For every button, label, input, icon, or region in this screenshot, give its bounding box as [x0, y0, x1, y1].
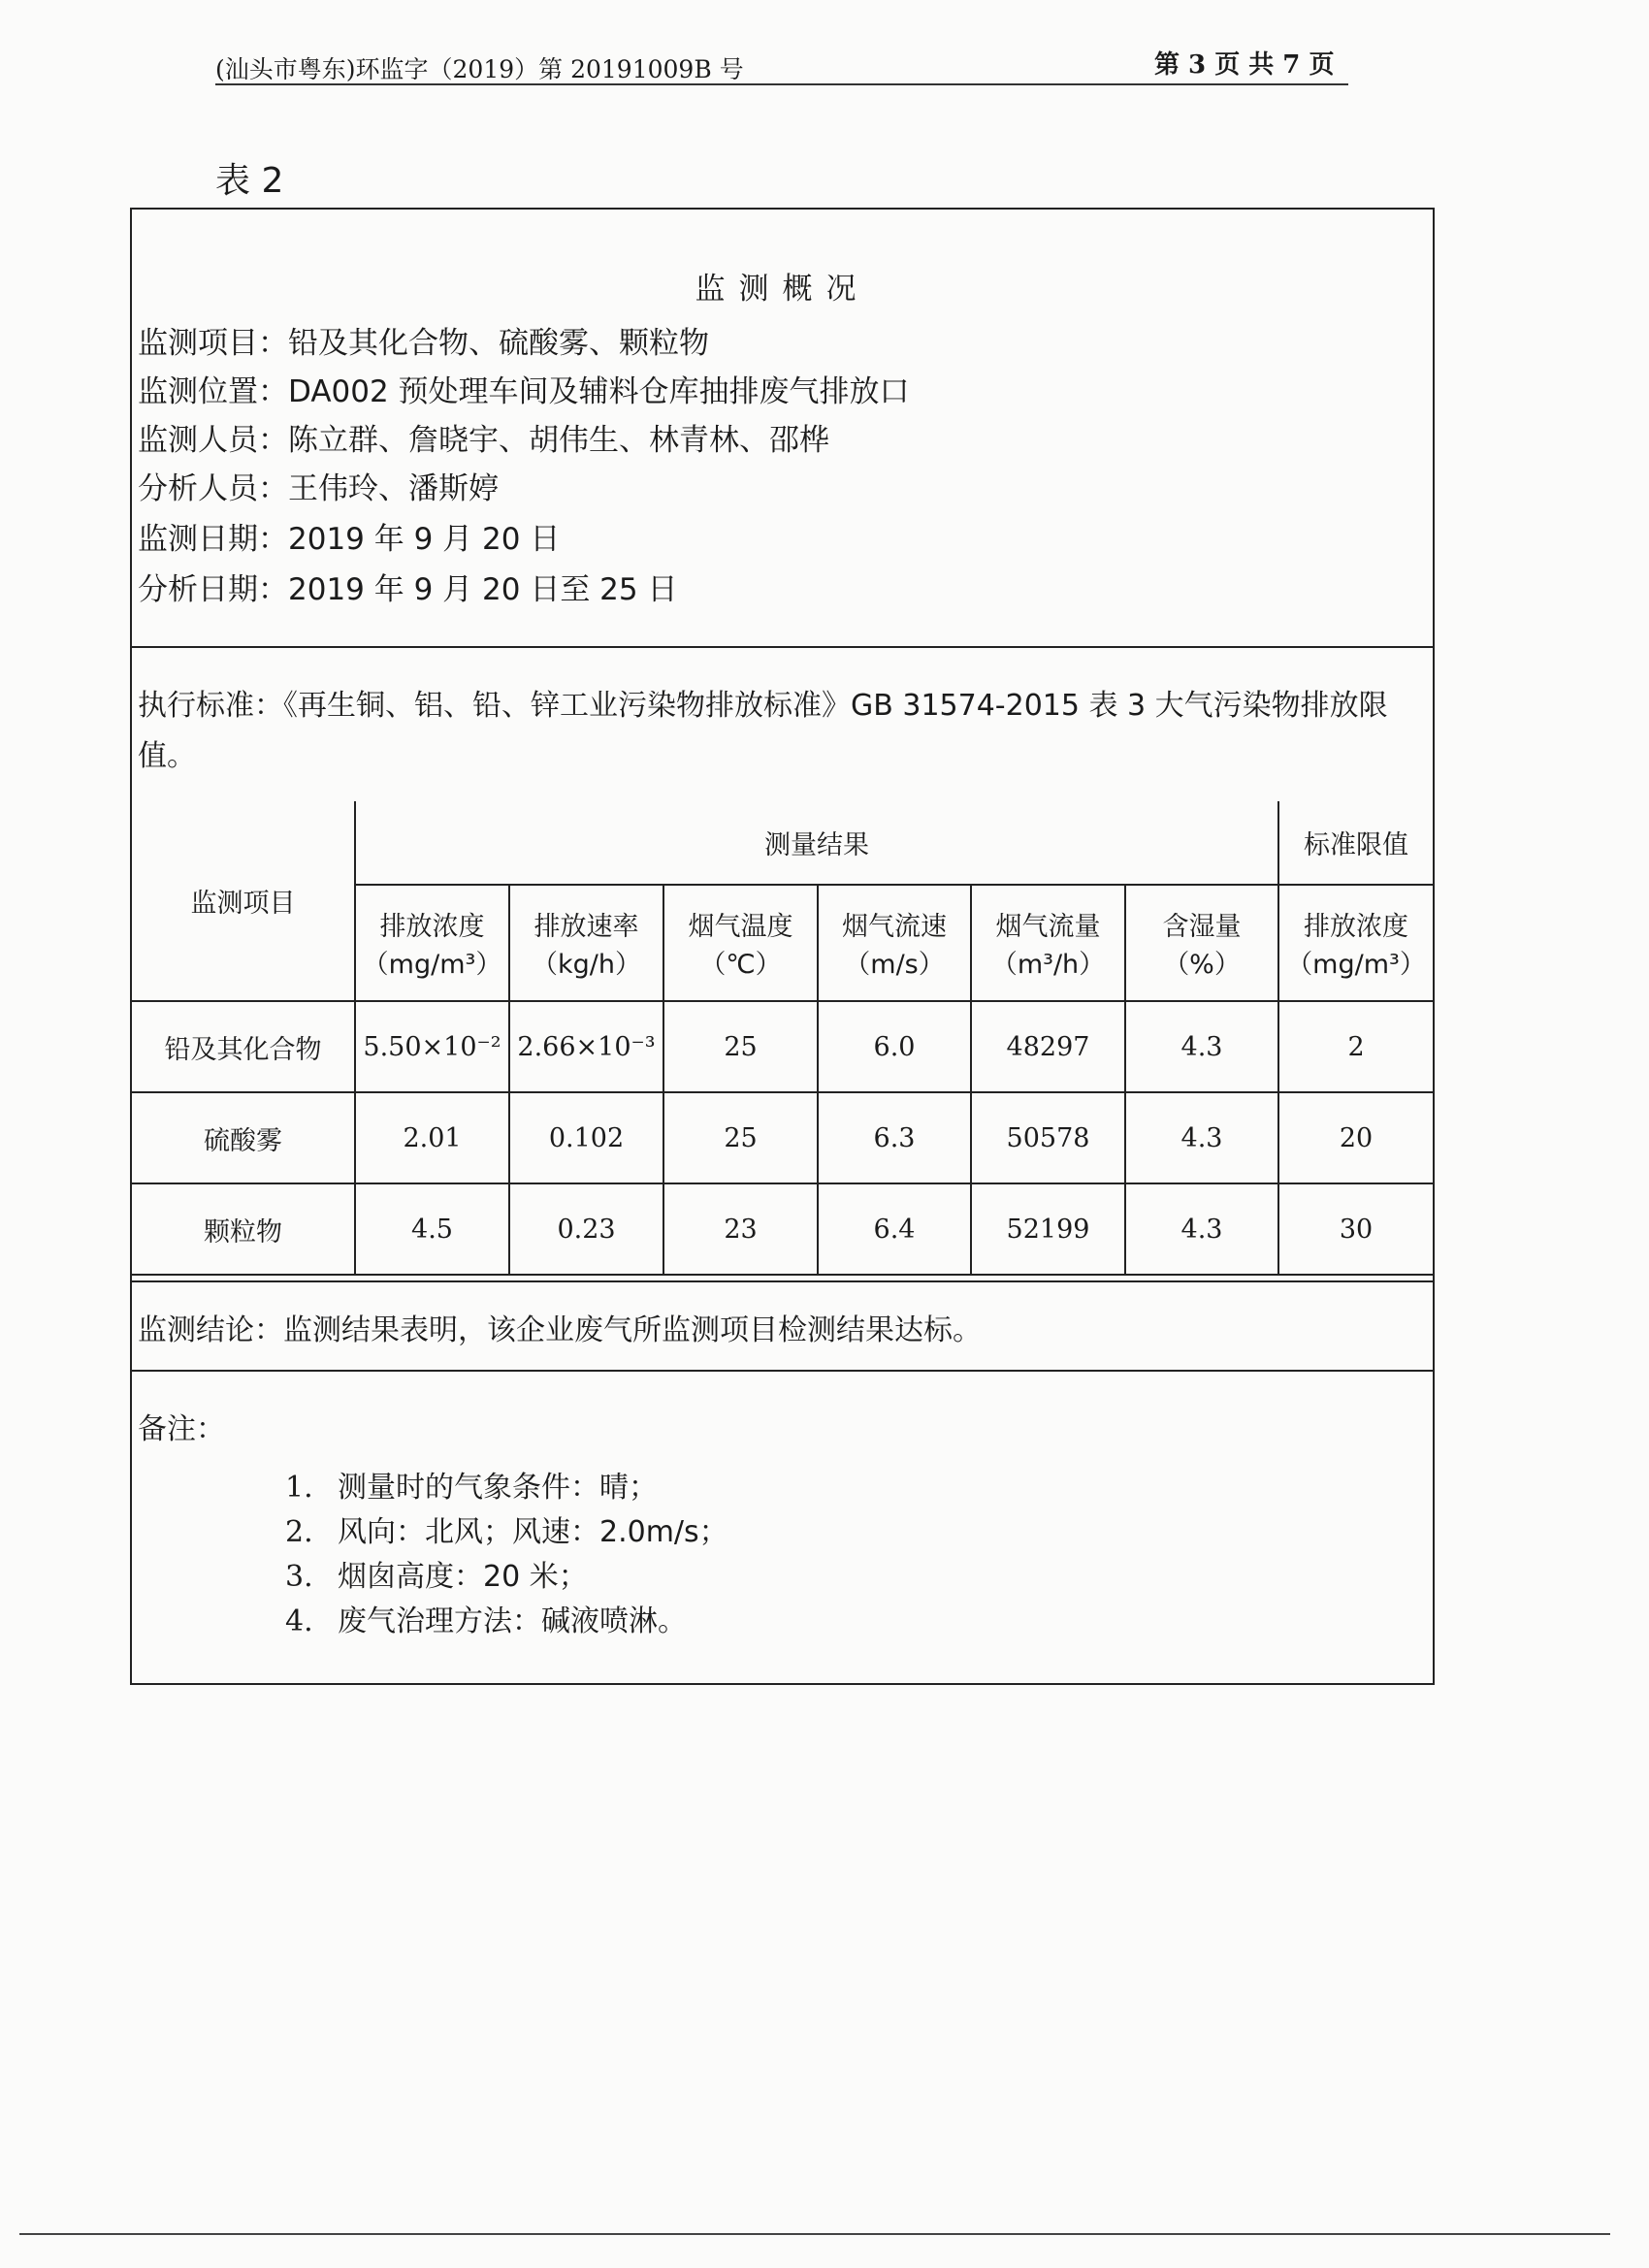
- remarks-label: 备注：: [138, 1412, 225, 1446]
- cell-temp: 25: [663, 1092, 818, 1183]
- column-unit: （℃）: [699, 950, 782, 980]
- remark-item: 2. 风向：北风；风速：2.0m/s；: [285, 1515, 728, 1549]
- overview-label: 分析日期：: [138, 572, 288, 607]
- table-row: [132, 1183, 1433, 1275]
- section-divider: [132, 1280, 1433, 1282]
- cell-conc: 2.01: [355, 1092, 509, 1183]
- overview-value: 王伟玲、潘斯婷: [288, 471, 499, 506]
- overview-label: 分析人员：: [138, 471, 288, 506]
- limit-header: 标准限值: [1278, 801, 1433, 885]
- cell-moisture: 4.3: [1125, 1001, 1278, 1092]
- overview-label: 监测人员：: [138, 423, 288, 458]
- row-item: 颗粒物: [132, 1183, 355, 1275]
- document-number: (汕头市粤东)环监字（2019）第 20191009B 号: [215, 55, 744, 83]
- column-unit: （m/s）: [844, 950, 945, 980]
- cell-speed: 6.0: [818, 1001, 971, 1092]
- overview-item-analysts: [138, 464, 499, 507]
- row-item: 硫酸雾: [132, 1092, 355, 1183]
- overview-item-monitor-date: [138, 514, 560, 558]
- column-unit: （mg/m³）: [1286, 950, 1426, 980]
- overview-value: DA002 预处理车间及辅料仓库抽排废气排放口: [288, 374, 910, 409]
- overview-item-location: [138, 367, 910, 410]
- cell-rate: 2.66×10⁻³: [509, 1001, 663, 1092]
- overview-title: 监测概况: [695, 272, 870, 307]
- monitoring-report-frame: [130, 208, 1435, 1685]
- column-header: 排放浓度 （mg/m³）: [355, 885, 509, 1001]
- cell-limit: 2: [1278, 1001, 1433, 1092]
- cell-temp: 23: [663, 1183, 818, 1275]
- overview-value: 2019 年 9 月 20 日至 25 日: [288, 572, 678, 607]
- table-caption: 表 2: [215, 161, 284, 201]
- cell-moisture: 4.3: [1125, 1092, 1278, 1183]
- overview-item-project: [138, 318, 709, 362]
- column-unit: （m³/h）: [990, 950, 1106, 980]
- column-unit: （mg/m³）: [362, 950, 502, 980]
- column-header: 排放浓度 （mg/m³）: [1278, 885, 1433, 1001]
- overview-label: 监测日期：: [138, 522, 288, 557]
- results-header: 测量结果: [355, 801, 1278, 885]
- overview-value: 铅及其化合物、硫酸雾、颗粒物: [288, 326, 709, 361]
- executive-standard: 执行标准：《再生铜、铝、铅、锌工业污染物排放标准》GB 31574-2015 表 3 大气污染物排放限值。: [138, 689, 1388, 773]
- overview-value: 2019 年 9 月 20 日: [288, 522, 561, 557]
- column-header: 排放速率 （kg/h）: [509, 885, 663, 1001]
- cell-speed: 6.3: [818, 1092, 971, 1183]
- section-divider: [132, 646, 1433, 648]
- cell-rate: 0.23: [509, 1183, 663, 1275]
- cell-limit: 30: [1278, 1183, 1433, 1275]
- overview-label: 监测位置：: [138, 374, 288, 409]
- page-bottom-edge: [19, 2233, 1610, 2235]
- section-divider: [132, 1370, 1433, 1372]
- remark-item: 1. 测量时的气象条件：晴；: [285, 1471, 658, 1505]
- overview-item-analysis-date: [138, 565, 678, 608]
- overview-item-monitors: [138, 415, 829, 459]
- conclusion: 监测结论：监测结果表明，该企业废气所监测项目检测结果达标。: [138, 1313, 982, 1347]
- remark-item: 4. 废气治理方法：碱液喷淋。: [285, 1604, 687, 1638]
- remark-item: 3. 烟囱高度：20 米；: [285, 1560, 588, 1594]
- cell-flow: 50578: [971, 1092, 1125, 1183]
- column-unit: （kg/h）: [532, 950, 641, 980]
- table-header-row: [132, 801, 1433, 885]
- cell-moisture: 4.3: [1125, 1183, 1278, 1275]
- row-item: 铅及其化合物: [132, 1001, 355, 1092]
- column-header: 烟气流速 （m/s）: [818, 885, 971, 1001]
- column-unit: （%）: [1163, 950, 1241, 980]
- column-header: 烟气流量 （m³/h）: [971, 885, 1125, 1001]
- cell-speed: 6.4: [818, 1183, 971, 1275]
- table-row: [132, 1092, 1433, 1183]
- column-header: 含湿量 （%）: [1125, 885, 1278, 1001]
- cell-temp: 25: [663, 1001, 818, 1092]
- item-header: 监测项目: [132, 801, 355, 1001]
- measurement-table: [132, 801, 1433, 1276]
- cell-conc: 4.5: [355, 1183, 509, 1275]
- cell-flow: 52199: [971, 1183, 1125, 1275]
- cell-flow: 48297: [971, 1001, 1125, 1092]
- cell-limit: 20: [1278, 1092, 1433, 1183]
- overview-value: 陈立群、詹晓宇、胡伟生、林青林、邵桦: [288, 423, 829, 458]
- page-info: 第 3 页 共 7 页: [1154, 50, 1335, 80]
- cell-conc: 5.50×10⁻²: [355, 1001, 509, 1092]
- table-row: [132, 1001, 1433, 1092]
- column-header: 烟气温度 （℃）: [663, 885, 818, 1001]
- overview-label: 监测项目：: [138, 326, 288, 361]
- cell-rate: 0.102: [509, 1092, 663, 1183]
- header-divider: [215, 83, 1348, 85]
